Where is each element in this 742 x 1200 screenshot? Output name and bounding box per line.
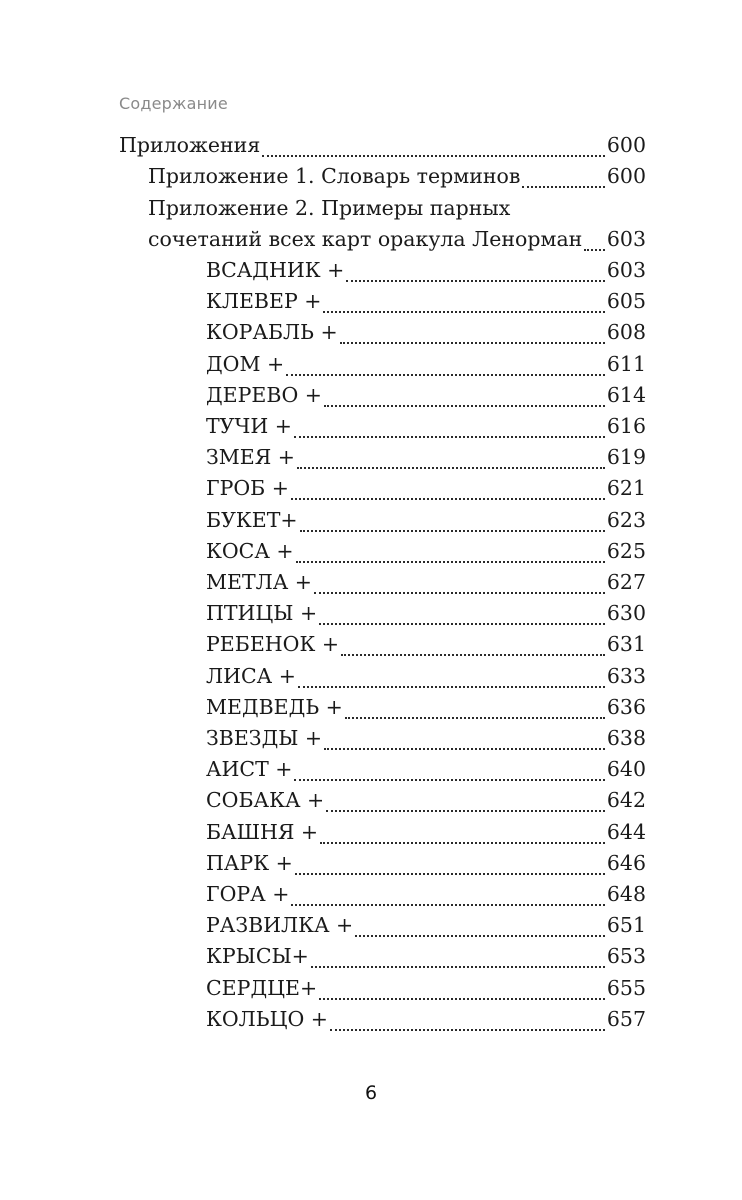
dot-leader xyxy=(297,467,605,469)
toc-entry-label: Приложение 1. Словарь терминов xyxy=(148,164,521,188)
toc-entry-card[interactable] xyxy=(206,539,646,570)
dot-leader xyxy=(320,842,605,844)
toc-entry-label: ДОМ + xyxy=(206,351,285,376)
toc-entry-label: ТУЧИ + xyxy=(206,414,292,438)
toc-entry-card[interactable] xyxy=(206,476,646,507)
toc-entry-label: БАШНЯ + xyxy=(206,819,319,844)
dot-leader xyxy=(314,592,605,594)
toc-entry-card[interactable] xyxy=(206,664,646,695)
toc-entry-card[interactable] xyxy=(206,944,646,975)
toc-page-number: 642 xyxy=(606,788,646,813)
toc-page-number: 636 xyxy=(606,694,646,719)
toc-entry-card[interactable] xyxy=(206,414,646,445)
toc-entry-label: КРЫСЫ+ xyxy=(206,944,309,969)
toc-entry-card[interactable] xyxy=(206,695,646,726)
toc-entry-card[interactable] xyxy=(206,258,646,289)
toc-page-number: 653 xyxy=(606,944,646,969)
toc-entry-label: СОБАКА + xyxy=(206,788,325,813)
toc-page-number: 640 xyxy=(606,757,646,782)
dot-leader xyxy=(294,436,605,438)
dot-leader xyxy=(584,249,605,251)
dot-leader xyxy=(345,717,605,719)
toc-page-number: 603 xyxy=(606,227,646,251)
toc-entry-label: ВСАДНИК + xyxy=(206,258,345,282)
toc-entry-card[interactable] xyxy=(206,320,646,351)
dot-leader xyxy=(291,904,604,906)
dot-leader xyxy=(311,966,605,968)
toc-page-number: 633 xyxy=(606,663,646,688)
toc-entry-card[interactable] xyxy=(206,757,646,788)
toc-page-number: 646 xyxy=(606,850,646,875)
toc-entry-card[interactable] xyxy=(206,445,646,476)
dot-leader xyxy=(326,810,605,812)
dot-leader xyxy=(340,342,605,344)
toc-entry-card[interactable] xyxy=(206,570,646,601)
toc-entry-appendix-2-line1[interactable] xyxy=(148,196,646,227)
toc-entry-label: АИСТ + xyxy=(206,757,293,782)
toc-entry-card[interactable] xyxy=(206,601,646,632)
toc-page-number: 614 xyxy=(606,382,646,407)
toc-entry-label: РЕБЕНОК + xyxy=(206,632,340,657)
toc-page-number: 644 xyxy=(606,819,646,844)
toc-page-number: 648 xyxy=(606,882,646,906)
toc-entry-label: РАЗВИЛКА + xyxy=(206,913,354,938)
dot-leader xyxy=(300,530,605,532)
toc-entry-label: ГРОБ + xyxy=(206,476,289,501)
toc-page-number: 627 xyxy=(606,570,646,594)
dot-leader xyxy=(323,311,604,313)
toc-page-number: 657 xyxy=(606,1006,646,1031)
dot-leader xyxy=(294,779,604,781)
dot-leader xyxy=(341,654,605,656)
dot-leader xyxy=(355,935,605,937)
toc-entry-card[interactable] xyxy=(206,352,646,383)
toc-entry-label: КОСА + xyxy=(206,538,294,563)
toc-entry-label: ПАРК + xyxy=(206,850,293,875)
dot-leader xyxy=(295,873,605,875)
toc-page-number: 631 xyxy=(606,632,646,657)
toc-page-number: 603 xyxy=(606,258,646,282)
toc-page-number: 630 xyxy=(606,601,646,626)
toc-entry-label: ДЕРЕВО + xyxy=(206,382,322,407)
toc-entry-appendices[interactable] xyxy=(119,133,646,164)
toc-page-number: 608 xyxy=(606,320,646,345)
toc-entry-label: МЕДВЕДЬ + xyxy=(206,694,343,719)
dot-leader xyxy=(346,280,605,282)
toc-page-number: 625 xyxy=(606,538,646,563)
toc-entry-card[interactable] xyxy=(206,851,646,882)
toc-entry-label: ГОРА + xyxy=(206,882,290,906)
toc-entry-label: МЕТЛА + xyxy=(206,570,312,594)
running-head: Содержание xyxy=(119,94,228,113)
dot-leader xyxy=(291,498,605,500)
toc-entry-card[interactable] xyxy=(206,289,646,320)
toc-page-number: 600 xyxy=(606,133,646,157)
toc-page-number: 651 xyxy=(606,913,646,938)
toc-entry-card[interactable] xyxy=(206,1007,646,1038)
dot-leader xyxy=(330,1029,605,1031)
toc-entry-label: ЗМЕЯ + xyxy=(206,445,295,470)
toc-page-number: 619 xyxy=(606,445,646,470)
dot-leader xyxy=(319,998,605,1000)
toc-page-number: 623 xyxy=(606,507,646,532)
toc-page-number: 638 xyxy=(606,726,646,750)
toc-page-number: 655 xyxy=(606,975,646,1000)
toc-entry-card[interactable] xyxy=(206,383,646,414)
toc-entry-label: КЛЕВЕР + xyxy=(206,289,322,314)
dot-leader xyxy=(296,561,605,563)
dot-leader xyxy=(319,623,605,625)
toc-entry-label: ЛИСА + xyxy=(206,663,296,688)
toc-entry-card[interactable] xyxy=(206,976,646,1007)
toc-entry-card[interactable] xyxy=(206,882,646,913)
toc-page-number: 600 xyxy=(606,164,646,188)
toc-entry-label: ПТИЦЫ + xyxy=(206,601,318,626)
toc-page-number: 616 xyxy=(606,414,646,438)
dot-leader xyxy=(262,155,605,157)
toc-entry-card[interactable] xyxy=(206,726,646,757)
toc-entry-label: ЗВЕЗДЫ + xyxy=(206,726,323,750)
dot-leader xyxy=(522,186,604,188)
toc-entry-card[interactable] xyxy=(206,508,646,539)
toc-entry-label: БУКЕТ+ xyxy=(206,507,298,532)
dot-leader xyxy=(286,374,605,376)
dot-leader xyxy=(324,405,605,407)
toc-entry-label: КОРАБЛЬ + xyxy=(206,320,338,345)
toc-entry-appendix-2-line2[interactable] xyxy=(148,227,646,258)
toc-entry-label: сочетаний всех карт оракула Ленорман xyxy=(148,227,583,251)
dot-leader xyxy=(324,748,605,750)
toc-entry-label: КОЛЬЦО + xyxy=(206,1006,328,1031)
toc-entry-label: Приложения xyxy=(119,133,261,157)
toc-page-number: 611 xyxy=(606,351,646,376)
dot-leader xyxy=(298,686,605,688)
toc-entry-card[interactable] xyxy=(206,820,646,851)
toc-page-number: 605 xyxy=(606,289,646,314)
toc-entry-card[interactable] xyxy=(206,788,646,819)
toc-page-number: 621 xyxy=(606,476,646,501)
toc-entry-card[interactable] xyxy=(206,632,646,663)
toc-entry-label: СЕРДЦЕ+ xyxy=(206,975,318,1000)
page-number: 6 xyxy=(364,1082,378,1104)
toc-entry-label: Приложение 2. Примеры парных xyxy=(148,196,511,220)
toc-entry-appendix-1[interactable] xyxy=(148,164,646,195)
toc-entry-card[interactable] xyxy=(206,913,646,944)
